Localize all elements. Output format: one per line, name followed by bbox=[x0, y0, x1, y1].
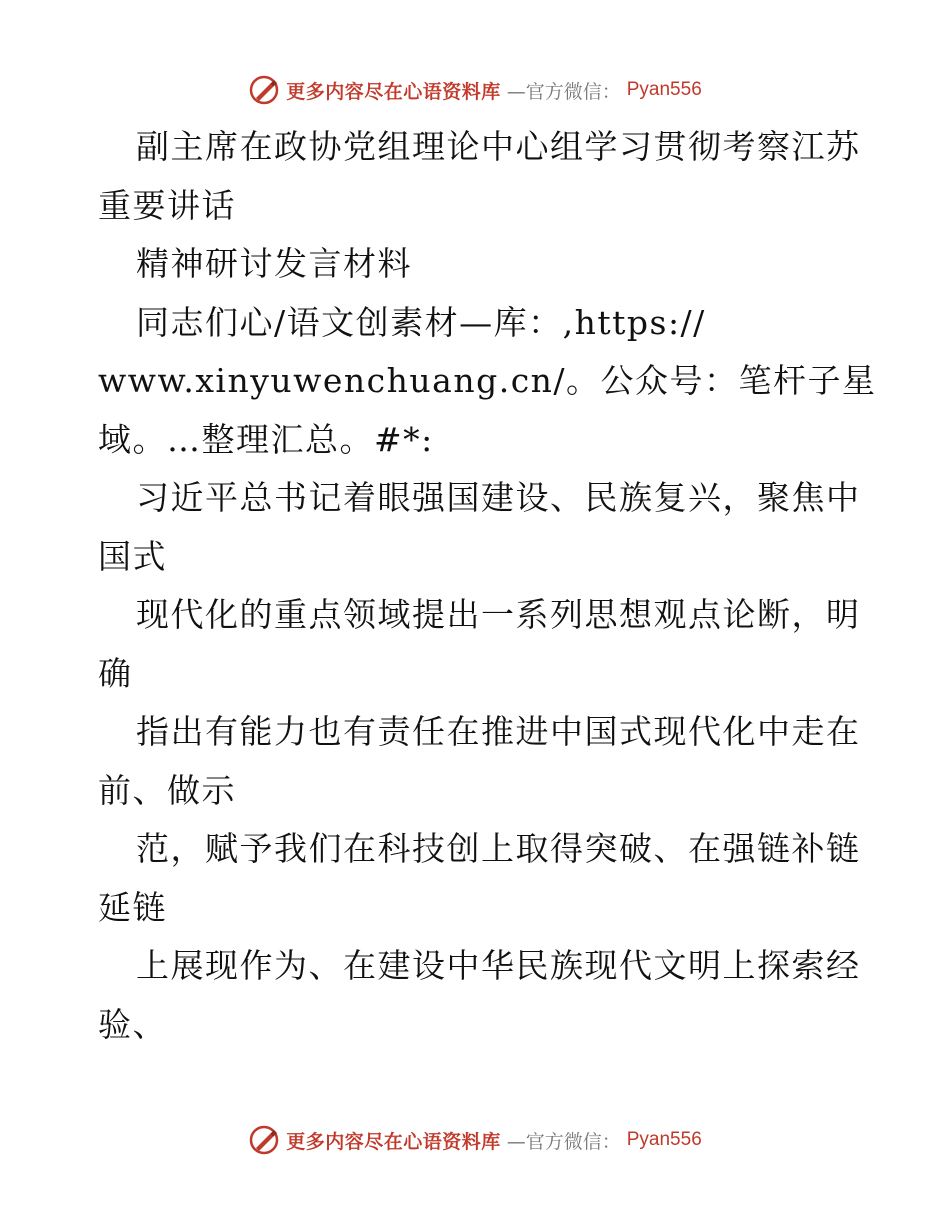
document-body bbox=[98, 118, 877, 1054]
header-banner bbox=[0, 70, 950, 110]
banner-text: 更多内容尽在心语资料库 bbox=[286, 1130, 501, 1153]
text-line: 前、做示 bbox=[98, 770, 236, 810]
text-line: 确 bbox=[98, 653, 133, 693]
text-line: 延链 bbox=[98, 887, 167, 927]
banner-handle: Pyan556 bbox=[626, 79, 702, 100]
text-line: 范，赋予我们在科技创上取得突破、在强链补链 bbox=[136, 829, 861, 868]
text-line: 同志们心/语文创素材—库：,https:// bbox=[136, 302, 706, 342]
text-line: 指出有能力也有责任在推进中国式现代化中走在 bbox=[136, 712, 861, 751]
banner-handle: Pyan556 bbox=[626, 1129, 702, 1150]
text-line: 国式 bbox=[98, 536, 167, 576]
text-line: 精神研讨发言材料 bbox=[136, 244, 412, 283]
text-line: 域。…整理汇总。#*: bbox=[98, 419, 434, 459]
text-line: 重要讲话 bbox=[98, 185, 236, 225]
text-line: 验、 bbox=[98, 1004, 167, 1044]
text-line: 现代化的重点领域提出一系列思想观点论断，明 bbox=[136, 595, 861, 634]
text-line: 上展现作为、在建设中华民族现代文明上探索经 bbox=[136, 946, 861, 985]
pen-logo-icon bbox=[248, 74, 280, 106]
text-line: 习近平总书记着眼强国建设、民族复兴，聚焦中 bbox=[136, 478, 861, 517]
banner-separator: —官方微信： bbox=[506, 1130, 621, 1153]
pen-logo-icon bbox=[248, 1124, 280, 1156]
banner-text: 更多内容尽在心语资料库 bbox=[286, 80, 501, 103]
text-line: 副主席在政协党组理论中心组学习贯彻考察江苏 bbox=[136, 127, 861, 166]
banner-separator: —官方微信： bbox=[506, 80, 621, 103]
footer-banner bbox=[0, 1120, 950, 1160]
text-line: www.xinyuwenchuang.cn/。公众号：笔杆子星 bbox=[98, 361, 877, 400]
